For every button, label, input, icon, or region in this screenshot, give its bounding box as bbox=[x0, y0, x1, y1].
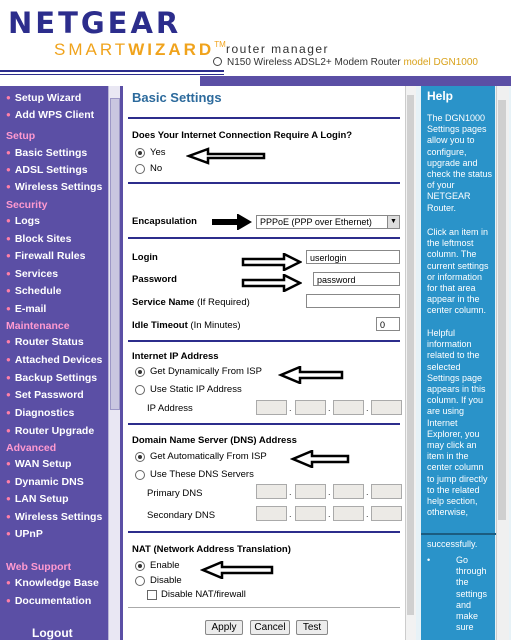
nav-section-maintenance: Maintenance bbox=[6, 320, 70, 332]
help-bullet bbox=[427, 555, 492, 633]
ip-address-octet-2[interactable] bbox=[295, 400, 326, 415]
nat-disable-label: Disable bbox=[150, 575, 182, 586]
bullet-icon: ● bbox=[6, 93, 11, 102]
ip-dynamic-radio[interactable] bbox=[135, 367, 145, 377]
bullet-icon: ● bbox=[6, 459, 11, 468]
help-divider bbox=[421, 533, 508, 535]
login-question: Does Your Internet Connection Require A Login? bbox=[132, 130, 353, 141]
idle-timeout-label bbox=[132, 320, 241, 331]
logo-tm: TM bbox=[214, 40, 226, 49]
bullet-icon: ● bbox=[6, 529, 11, 538]
nav-setup-wizard[interactable]: ● Setup Wizard bbox=[6, 92, 82, 104]
dns-manual-label: Use These DNS Servers bbox=[150, 469, 254, 480]
annotation-arrow-icon bbox=[240, 274, 302, 292]
nav-block-sites[interactable]: ● Block Sites bbox=[6, 233, 72, 245]
primary-dns-octet-1[interactable] bbox=[256, 484, 287, 499]
ip-dot: . bbox=[366, 403, 369, 413]
service-name-input[interactable] bbox=[306, 294, 400, 308]
ip-static-radio[interactable] bbox=[135, 385, 145, 395]
nat-enable-radio[interactable] bbox=[135, 561, 145, 571]
router-model-desc: N150 Wireless ADSL2+ Modem Router bbox=[227, 57, 401, 68]
header-rule bbox=[0, 70, 224, 72]
service-name-label bbox=[132, 297, 250, 308]
nav-firewall-rules[interactable]: ● Firewall Rules bbox=[6, 250, 86, 262]
router-subtitle bbox=[213, 57, 478, 68]
primary-dns-octet-4[interactable] bbox=[371, 484, 402, 499]
nav-email[interactable]: ● E-mail bbox=[6, 303, 47, 315]
annotation-arrow-icon bbox=[210, 214, 252, 230]
nav-section-setup: Setup bbox=[6, 130, 36, 142]
help-bullet-text: Go through the settings and make sure bbox=[456, 555, 488, 633]
bullet-icon: ● bbox=[6, 390, 11, 399]
nav-documentation[interactable]: ● Documentation bbox=[6, 595, 92, 607]
help-paragraph: Helpful information related to the selected Settings page appears in this column. If you are using Internet Explorer, you may click an item in the center column to jump directly to the related help section, otherwise, bbox=[427, 328, 488, 518]
annotation-arrow-icon bbox=[240, 253, 302, 271]
secondary-dns-octet-4[interactable] bbox=[371, 506, 402, 521]
bullet-icon: ● bbox=[6, 269, 11, 278]
section-divider bbox=[128, 607, 400, 608]
help-scroll-thumb[interactable] bbox=[498, 100, 506, 520]
ip-dot: . bbox=[289, 487, 292, 497]
apply-button[interactable]: Apply bbox=[205, 620, 243, 635]
dns-manual-radio[interactable] bbox=[135, 470, 145, 480]
header-strip bbox=[200, 76, 511, 86]
nav-upnp[interactable]: ● UPnP bbox=[6, 528, 43, 540]
sidebar bbox=[0, 86, 108, 640]
ip-dot: . bbox=[328, 487, 331, 497]
nav-router-status[interactable]: ● Router Status bbox=[6, 336, 84, 348]
bullet-icon: ● bbox=[6, 286, 11, 295]
secondary-dns-octet-3[interactable] bbox=[333, 506, 364, 521]
header bbox=[0, 0, 511, 86]
logout-button[interactable]: Logout bbox=[32, 626, 73, 640]
encapsulation-label: Encapsulation bbox=[132, 216, 197, 227]
nav-lan-setup[interactable]: ● LAN Setup bbox=[6, 493, 69, 505]
dns-auto-label: Get Automatically From ISP bbox=[150, 451, 267, 462]
cancel-button[interactable]: Cancel bbox=[250, 620, 290, 635]
login-input[interactable]: userlogin bbox=[306, 250, 400, 264]
bullet-icon: ● bbox=[6, 337, 11, 346]
bullet-icon: ● bbox=[6, 355, 11, 364]
section-divider bbox=[128, 340, 400, 342]
dropdown-arrow-icon[interactable]: ▼ bbox=[387, 216, 399, 228]
bullet-icon: ● bbox=[6, 477, 11, 486]
bullet-icon: ● bbox=[6, 234, 11, 243]
ip-address-octet-1[interactable] bbox=[256, 400, 287, 415]
help-paragraph: The DGN1000 Settings pages allow you to configure, upgrade and check the status of your NETGEAR Router. bbox=[427, 113, 493, 213]
ip-address-octet-3[interactable] bbox=[333, 400, 364, 415]
login-yes-radio[interactable] bbox=[135, 148, 145, 158]
ip-dot: . bbox=[366, 487, 369, 497]
annotation-arrow-icon bbox=[290, 450, 350, 468]
nav-section-security: Security bbox=[6, 199, 48, 211]
netgear-logo: NETGEAR bbox=[8, 6, 182, 40]
nav-wireless-settings[interactable]: ● Wireless Settings bbox=[6, 181, 103, 193]
secondary-dns-octet-2[interactable] bbox=[295, 506, 326, 521]
bullet-icon: ● bbox=[6, 304, 11, 313]
nav-dynamic-dns[interactable]: ● Dynamic DNS bbox=[6, 476, 84, 488]
router-model: model DGN1000 bbox=[403, 57, 478, 68]
nav-wireless-settings-advanced[interactable]: ● Wireless Settings bbox=[6, 511, 103, 523]
main-left-border bbox=[120, 86, 123, 640]
bullet-icon: ● bbox=[6, 165, 11, 174]
ip-dot: . bbox=[366, 509, 369, 519]
bullet-icon: ● bbox=[6, 494, 11, 503]
nav-router-upgrade[interactable]: ● Router Upgrade bbox=[6, 425, 95, 437]
dns-auto-radio[interactable] bbox=[135, 452, 145, 462]
internet-ip-heading: Internet IP Address bbox=[132, 351, 219, 362]
bullet-icon: ● bbox=[6, 596, 11, 605]
nav-section-web-support: Web Support bbox=[6, 561, 72, 573]
login-yes-label: Yes bbox=[150, 147, 166, 158]
encapsulation-value: PPPoE (PPP over Ethernet) bbox=[260, 217, 372, 227]
bullet-icon: ● bbox=[6, 426, 11, 435]
primary-dns-label: Primary DNS bbox=[147, 488, 203, 499]
nav-logs[interactable]: ● Logs bbox=[6, 215, 40, 227]
login-no-radio[interactable] bbox=[135, 164, 145, 174]
idle-timeout-input[interactable]: 0 bbox=[376, 317, 400, 331]
bullet-icon: ● bbox=[6, 251, 11, 260]
annotation-arrow-icon bbox=[278, 366, 344, 384]
smartwizard-logo bbox=[54, 40, 226, 60]
section-divider bbox=[128, 423, 400, 425]
bullet-icon: ● bbox=[6, 578, 11, 587]
header-rule-thin bbox=[0, 74, 224, 75]
primary-dns-octet-2[interactable] bbox=[295, 484, 326, 499]
main-scroll-thumb[interactable] bbox=[407, 95, 414, 615]
primary-dns-octet-3[interactable] bbox=[333, 484, 364, 499]
section-divider bbox=[128, 531, 400, 533]
ip-address-label: IP Address bbox=[147, 403, 193, 414]
ip-dot: . bbox=[328, 403, 331, 413]
service-name-text: Service Name bbox=[132, 297, 195, 308]
nav-services[interactable]: ● Services bbox=[6, 268, 59, 280]
idle-timeout-text: Idle Timeout bbox=[132, 320, 188, 331]
bullet-icon: ● bbox=[6, 408, 11, 417]
annotation-arrow-icon bbox=[200, 561, 274, 579]
test-button[interactable]: Test bbox=[296, 620, 328, 635]
nav-wan-setup[interactable]: ● WAN Setup bbox=[6, 458, 72, 470]
encapsulation-select[interactable] bbox=[256, 215, 400, 229]
ip-dot: . bbox=[328, 509, 331, 519]
ip-dot: . bbox=[289, 403, 292, 413]
section-divider bbox=[128, 117, 400, 119]
help-paragraph: successfully. bbox=[427, 539, 478, 549]
sidebar-scroll-thumb[interactable] bbox=[110, 98, 120, 410]
secondary-dns-label: Secondary DNS bbox=[147, 510, 216, 521]
help-paragraph: Click an item in the leftmost column. The current settings or information for that area appear in the center column. bbox=[427, 227, 489, 316]
nav-diagnostics[interactable]: ● Diagnostics bbox=[6, 407, 75, 419]
bullet-icon: ● bbox=[6, 512, 11, 521]
logo-smart-text: SMART bbox=[54, 40, 129, 59]
main-panel bbox=[120, 86, 416, 640]
nav-set-password[interactable]: ● Set Password bbox=[6, 389, 84, 401]
disable-nat-firewall-label: Disable NAT/firewall bbox=[161, 589, 246, 600]
bullet-icon: ● bbox=[6, 148, 11, 157]
bullet-icon: ● bbox=[6, 182, 11, 191]
bullet-icon: ● bbox=[6, 373, 11, 382]
nav-backup-settings[interactable]: ● Backup Settings bbox=[6, 372, 98, 384]
login-no-label: No bbox=[150, 163, 163, 174]
idle-timeout-note: (In Minutes) bbox=[190, 320, 241, 331]
password-input[interactable]: password bbox=[313, 272, 400, 286]
nav-section-advanced: Advanced bbox=[6, 442, 57, 454]
logo-wizard-text: WIZARD bbox=[128, 40, 215, 59]
ip-address-octet-4[interactable] bbox=[371, 400, 402, 415]
help-title: Help bbox=[427, 89, 454, 103]
nav-basic-settings[interactable]: ● Basic Settings bbox=[6, 147, 88, 159]
bullet-icon: • bbox=[427, 555, 431, 565]
annotation-arrow-icon bbox=[186, 147, 266, 165]
page-title: Basic Settings bbox=[132, 90, 222, 105]
nav-schedule[interactable]: ● Schedule bbox=[6, 285, 62, 297]
disable-nat-firewall-checkbox[interactable] bbox=[147, 590, 157, 600]
nav-knowledge-base[interactable]: ● Knowledge Base bbox=[6, 577, 99, 589]
bullet-circle-icon bbox=[213, 57, 222, 66]
bullet-icon: ● bbox=[6, 216, 11, 225]
nav-attached-devices[interactable]: ● Attached Devices bbox=[6, 354, 103, 366]
section-divider bbox=[128, 237, 400, 239]
nav-adsl-settings[interactable]: ● ADSL Settings bbox=[6, 164, 88, 176]
bullet-icon: ● bbox=[6, 110, 11, 119]
dns-heading: Domain Name Server (DNS) Address bbox=[132, 435, 297, 446]
ip-dynamic-label: Get Dynamically From ISP bbox=[150, 366, 262, 377]
login-label: Login bbox=[132, 252, 158, 263]
ip-static-label: Use Static IP Address bbox=[150, 384, 242, 395]
nav-add-wps-client[interactable]: ● Add WPS Client bbox=[6, 109, 95, 121]
nat-enable-label: Enable bbox=[150, 560, 180, 571]
ip-dot: . bbox=[289, 509, 292, 519]
service-name-note: (If Required) bbox=[196, 297, 250, 308]
nat-heading: NAT (Network Address Translation) bbox=[132, 544, 291, 555]
password-label: Password bbox=[132, 274, 177, 285]
nat-disable-radio[interactable] bbox=[135, 576, 145, 586]
section-divider bbox=[128, 182, 400, 184]
router-manager-title: router manager bbox=[226, 42, 330, 56]
secondary-dns-octet-1[interactable] bbox=[256, 506, 287, 521]
